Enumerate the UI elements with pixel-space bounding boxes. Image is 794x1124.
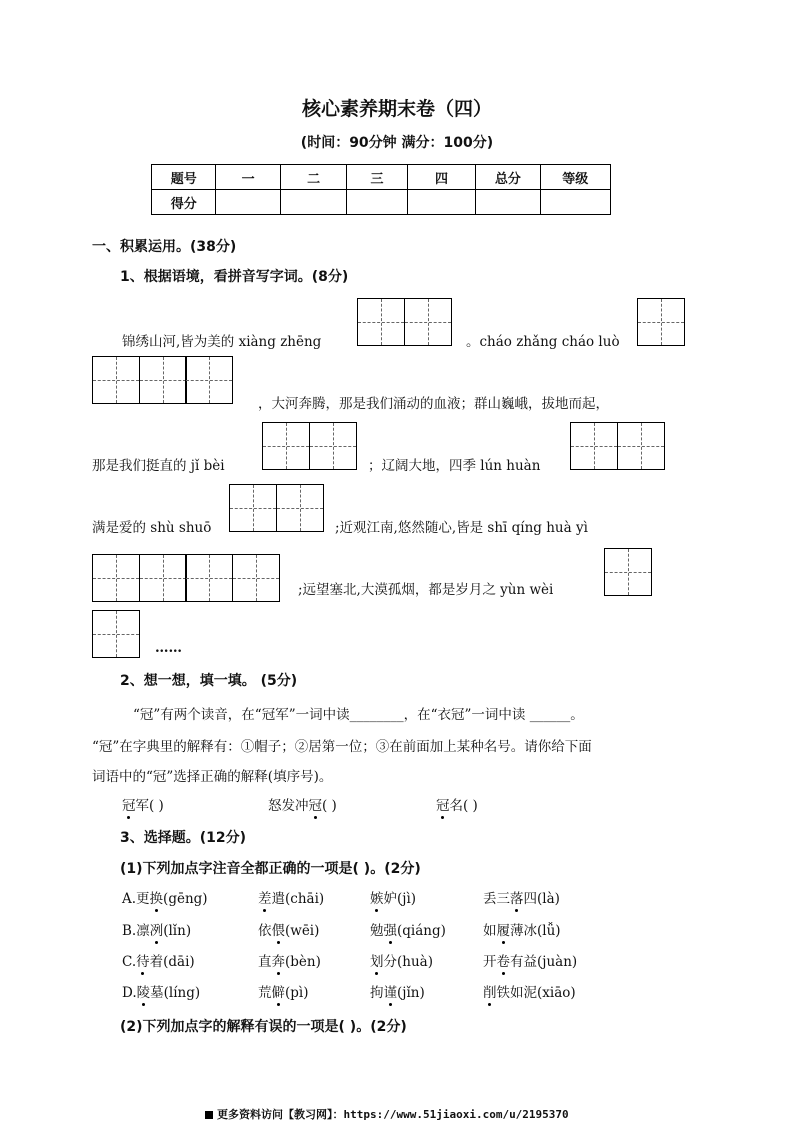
score-table-score-row <box>152 190 611 215</box>
q2-word-1: 冠军( ) <box>122 798 164 814</box>
q3-sub2: (2)下列加点字的解释有误的一项是( )。(2分) <box>120 1019 407 1035</box>
table-cell: 二 <box>280 165 346 190</box>
writing-grid-2[interactable] <box>229 484 324 532</box>
option-item: 开卷有益(juàn) <box>483 954 578 970</box>
option-item: 嫉妒(jì) <box>370 891 417 907</box>
q2-line-1: “冠”有两个读音，在“冠军”一词中读________，在“衣冠”一词中读 ______。 <box>133 707 584 723</box>
table-cell: 总分 <box>476 165 540 190</box>
q1-text-5: ；辽阔大地，四季 lún huàn <box>368 458 541 474</box>
q3-heading: 3、选择题。(12分) <box>120 830 247 846</box>
table-cell[interactable] <box>216 190 280 215</box>
writing-grid-2[interactable] <box>357 298 452 346</box>
q1-text-7: ;近观江南,悠然随心,皆是 shī qíng huà yì <box>335 520 588 536</box>
writing-grid-3[interactable] <box>92 356 233 404</box>
option-item: 直奔(bèn) <box>258 954 321 970</box>
flag-icon <box>205 1111 213 1119</box>
option-item: 削铁如泥(xiāo) <box>483 985 576 1001</box>
q2-line-2: “冠”在字典里的解释有：①帽子；②居第一位；③在前面加上某种名号。请你给下面 <box>92 739 592 755</box>
q3-sub1: (1)下列加点字注音全都正确的一项是( )。(2分) <box>120 861 421 877</box>
option-item: 勉强(qiáng) <box>370 923 446 939</box>
table-cell[interactable] <box>280 190 346 215</box>
table-cell: 三 <box>347 165 407 190</box>
writing-grid-4[interactable] <box>92 554 280 602</box>
q2-heading: 2、想一想，填一填。 (5分) <box>120 673 298 689</box>
table-cell[interactable] <box>540 190 610 215</box>
option-item: A.更换(gēng) <box>122 891 208 907</box>
q1-text-3: ，大河奔腾，那是我们涌动的血液；群山巍峨，拔地而起， <box>258 396 609 412</box>
q1-text-4: 那是我们挺直的 jǐ bèi <box>92 458 225 474</box>
option-item: 差遣(chāi) <box>258 891 325 907</box>
table-cell: 等级 <box>540 165 610 190</box>
q1-text-2: 。cháo zhǎng cháo luò <box>466 334 620 350</box>
option-item: 荒僻(pì) <box>258 985 309 1001</box>
option-item: 依偎(wēi) <box>258 923 320 939</box>
option-item: 划分(huà) <box>370 954 433 970</box>
table-cell: 题号 <box>152 165 216 190</box>
table-cell: 得分 <box>152 190 216 215</box>
option-item: 拘谨(jǐn) <box>370 985 425 1001</box>
table-cell: 一 <box>216 165 280 190</box>
q1-text-1: 锦绣山河,皆为美的 xiàng zhēng <box>122 334 322 350</box>
q2-word-3: 冠名( ) <box>436 798 478 814</box>
option-item: B.凛冽(lǐn) <box>122 923 192 939</box>
table-cell[interactable] <box>476 190 540 215</box>
page-subtitle: (时间：90分钟 满分：100分) <box>300 135 494 151</box>
writing-grid-2[interactable] <box>570 422 665 470</box>
table-cell: 四 <box>407 165 475 190</box>
q1-heading: 1、根据语境，看拼音写字词。(8分) <box>120 269 349 285</box>
option-item: D.陵墓(líng) <box>122 985 201 1001</box>
footer-text: 更多资料访问【教习网】：https://www.51jiaoxi.com/u/2195370 <box>217 1108 569 1121</box>
q2-word-2: 怒发冲冠( ) <box>268 798 337 814</box>
table-cell[interactable] <box>407 190 475 215</box>
writing-grid-1[interactable] <box>637 298 685 346</box>
q1-text-6: 满是爱的 shù shuō <box>92 520 212 536</box>
option-item: 如履薄冰(lǚ) <box>483 923 561 939</box>
writing-grid-2[interactable] <box>262 422 357 470</box>
footer <box>205 1106 569 1122</box>
writing-grid-1[interactable] <box>604 548 652 596</box>
option-item: C.待着(dāi) <box>122 954 195 970</box>
score-table-header-row <box>152 165 611 190</box>
q1-text-ellipsis: …… <box>155 640 182 656</box>
table-cell[interactable] <box>347 190 407 215</box>
option-item: 丢三落四(là) <box>483 891 560 907</box>
q1-text-8: ;远望塞北,大漠孤烟，都是岁月之 yùn wèi <box>298 582 554 598</box>
page-title: 核心素养期末卷（四） <box>301 98 492 120</box>
q2-line-3: 词语中的“冠”选择正确的解释(填序号)。 <box>92 769 333 785</box>
section1-heading: 一、积累运用。(38分) <box>92 239 237 255</box>
writing-grid-1[interactable] <box>92 610 140 658</box>
score-table <box>151 164 611 215</box>
